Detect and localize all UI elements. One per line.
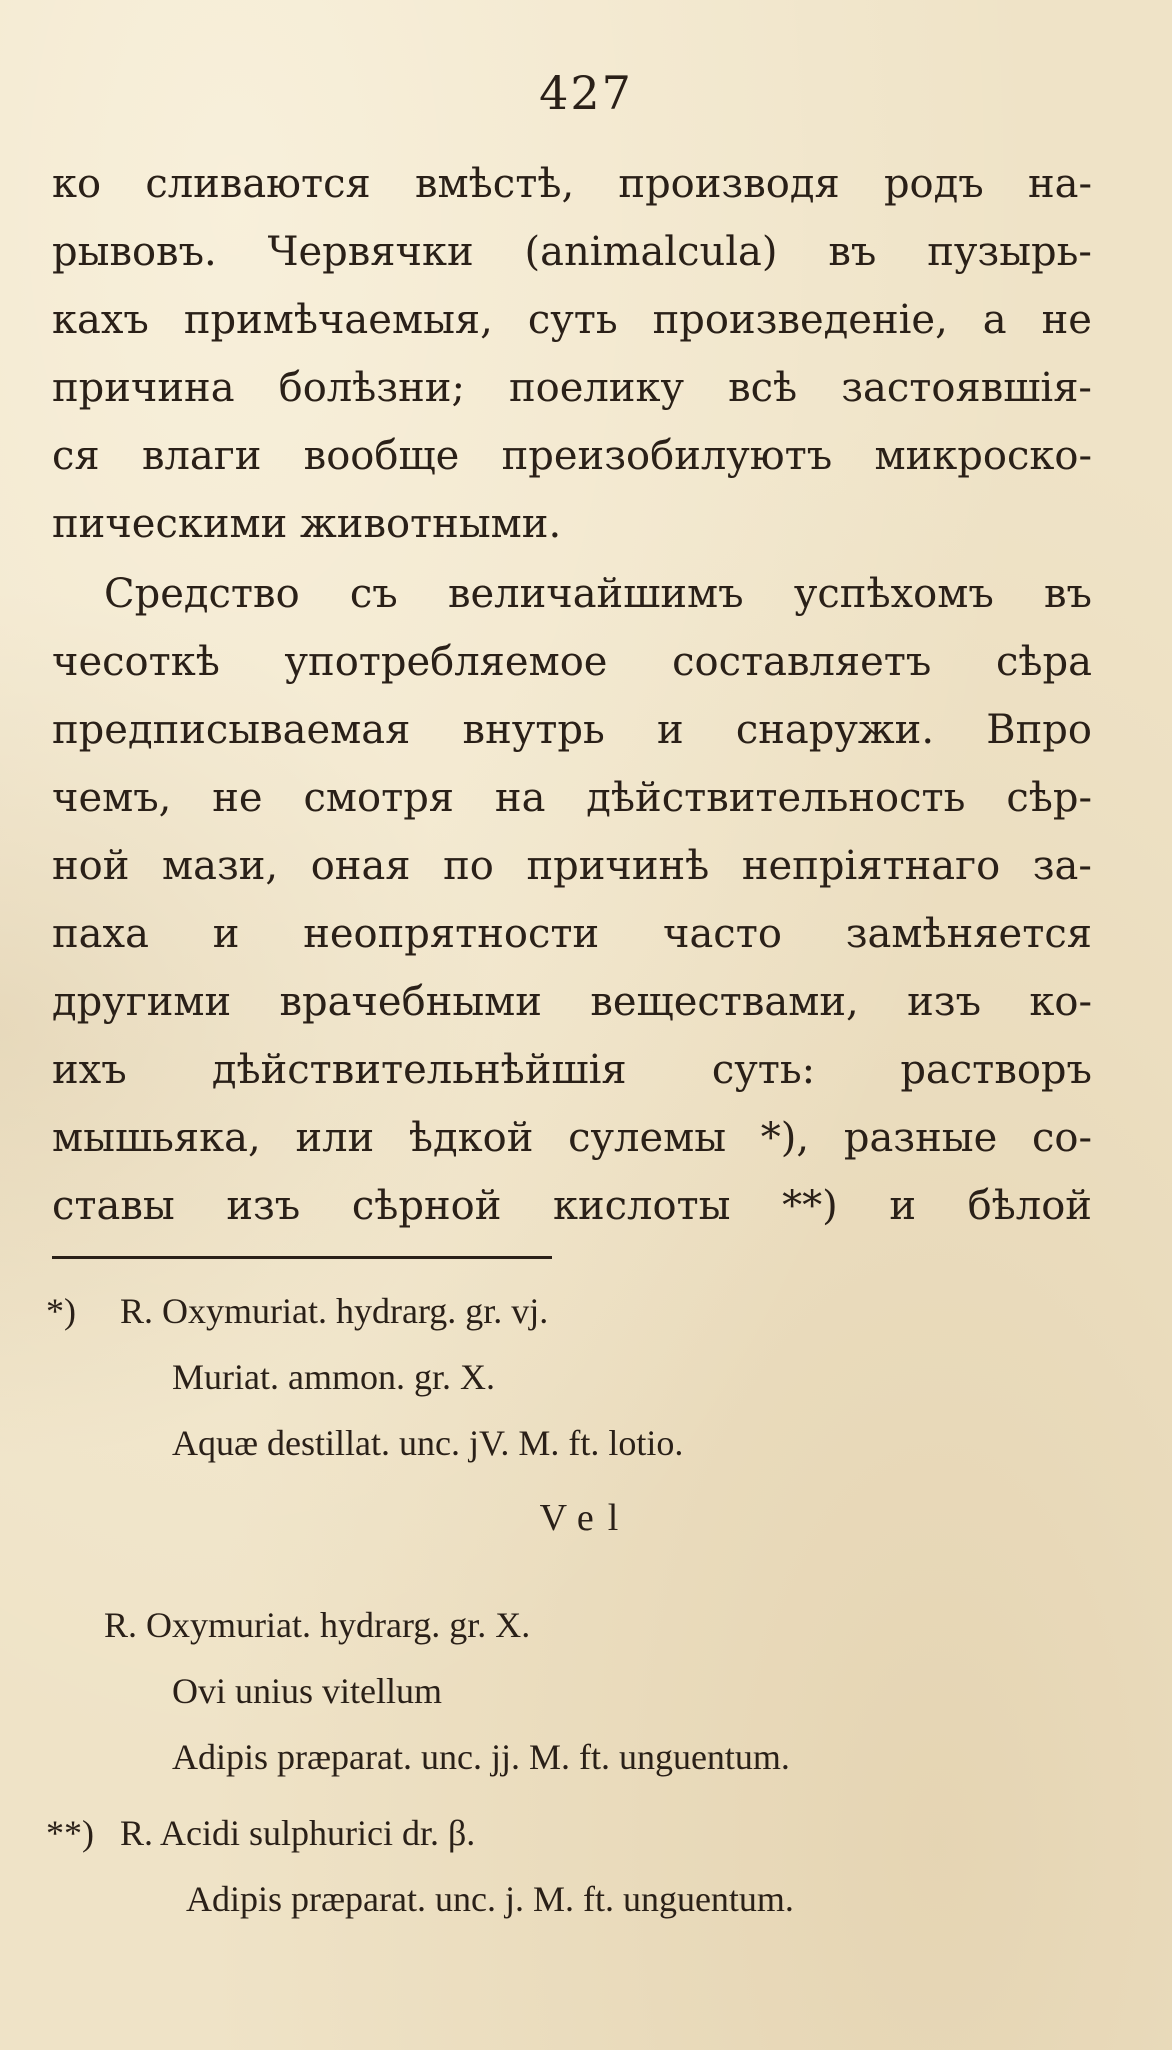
word: смотря (303, 775, 455, 821)
word: сливаются (145, 161, 371, 207)
word: бѣлой (967, 1183, 1092, 1229)
word: со- (1032, 1115, 1092, 1161)
text-line: пическими животными. (52, 501, 562, 547)
word: изъ (907, 979, 982, 1025)
word: дѣйствительность (586, 775, 966, 821)
word: кахъ (52, 297, 149, 343)
word: рывовъ. (52, 229, 217, 275)
word: ѣдкой (408, 1115, 534, 1161)
word: чемъ, (52, 775, 172, 821)
word: кислоты (552, 1183, 731, 1229)
word: за- (1032, 843, 1092, 889)
footnote-2-line-1 (46, 1800, 475, 1866)
word: ихъ (52, 1047, 127, 1093)
word: на (494, 775, 546, 821)
word: вообще (303, 433, 460, 479)
footnote-1-line-1 (46, 1278, 548, 1344)
word: веществами, (590, 979, 859, 1025)
word: въ (828, 229, 877, 275)
word: и (656, 707, 684, 753)
word: и (212, 911, 240, 957)
text-line (52, 1172, 1092, 1240)
footnote-2-line-2: Adipis præparat. unc. j. M. ft. unguentum. (186, 1879, 794, 1919)
word: мышьяка, (52, 1115, 261, 1161)
word: непріятнаго (741, 843, 1001, 889)
word: произведеніе, (652, 297, 948, 343)
word: причина (52, 365, 235, 411)
text-line (52, 1104, 1092, 1172)
word: дѣйствительнѣйшія (211, 1047, 627, 1093)
word: **) (782, 1183, 838, 1229)
word: ко- (1029, 979, 1092, 1025)
footnote-mark: **) (46, 1813, 94, 1853)
word: влаги (141, 433, 262, 479)
word: изъ (226, 1183, 301, 1229)
word: неопрятности (303, 911, 600, 957)
word: часто (663, 911, 782, 957)
text-line (52, 696, 1092, 764)
word: замѣняется (845, 911, 1092, 957)
text-line (52, 1036, 1092, 1104)
footnote-text: R. Acidi sulphurici dr. β. (120, 1813, 476, 1853)
word: успѣхомъ (793, 571, 994, 617)
footnote-mark: *) (46, 1291, 76, 1331)
word: внутрь (462, 707, 605, 753)
text-line (52, 900, 1092, 968)
word: съ (349, 571, 398, 617)
word: примѣчаемыя, (183, 297, 493, 343)
word: вмѣстѣ, (415, 161, 575, 207)
word: употребляемое (284, 639, 608, 685)
word: а (982, 297, 1007, 343)
text-line (52, 968, 1092, 1036)
page-number: 427 (539, 66, 633, 120)
word: суть (527, 297, 618, 343)
word: предписываемая (52, 707, 411, 753)
word: *), (760, 1115, 810, 1161)
word: не (1041, 297, 1092, 343)
text-line (52, 150, 1092, 218)
word: причинѣ (526, 843, 710, 889)
text-line (52, 628, 1092, 696)
word: ной (52, 843, 130, 889)
word: въ (1044, 571, 1092, 617)
word: ко (52, 161, 102, 207)
word: снаружи. (735, 707, 935, 753)
word: ставы (52, 1183, 175, 1229)
text-line (52, 218, 1092, 286)
text-line (52, 354, 1092, 422)
word: Впро (986, 707, 1092, 753)
word: сѣр- (1006, 775, 1092, 821)
word: преизобилуютъ (501, 433, 833, 479)
word: растворъ (900, 1047, 1092, 1093)
word: врачебными (279, 979, 542, 1025)
text-line (52, 560, 1092, 628)
text-line (52, 832, 1092, 900)
word: величайшимъ (447, 571, 744, 617)
word: сѣра (996, 639, 1092, 685)
word: чесоткѣ (52, 639, 220, 685)
word: Червячки (267, 229, 474, 275)
footnote-1b-line-3: Adipis præparat. unc. jj. M. ft. unguentum. (172, 1737, 790, 1777)
word: родъ (883, 161, 984, 207)
word: не (212, 775, 263, 821)
footnote-1b-line-1: R. Oxymuriat. hydrarg. gr. X. (104, 1605, 531, 1645)
text-line (52, 286, 1092, 354)
word: производя (618, 161, 840, 207)
word: оная (310, 843, 411, 889)
paragraph-treatment (52, 560, 1092, 1240)
word: сѣрной (351, 1183, 502, 1229)
word: болѣзни; (278, 365, 465, 411)
footnote-1-line-3: Aquæ destillat. unc. jV. M. ft. lotio. (172, 1423, 684, 1463)
word: застоявшія- (841, 365, 1092, 411)
word: (animalcula) (524, 229, 778, 275)
word: паха (52, 911, 149, 957)
footnote-text: R. Oxymuriat. hydrarg. gr. vj. (120, 1291, 549, 1331)
footnote-divider (52, 1256, 552, 1259)
word: всѣ (728, 365, 798, 411)
vel-heading: Vel (539, 1497, 633, 1539)
word: другими (52, 979, 232, 1025)
text-line (52, 422, 1092, 490)
paragraph-continuation (52, 150, 1092, 558)
word: и (889, 1183, 916, 1229)
word: поелику (508, 365, 685, 411)
word: микроско- (874, 433, 1092, 479)
word: пузырь- (927, 229, 1092, 275)
word: составляетъ (672, 639, 932, 685)
word: Средство (104, 571, 300, 617)
word: ся (52, 433, 100, 479)
footnote-1-line-2: Muriat. ammon. gr. X. (172, 1357, 495, 1397)
word: или (295, 1115, 375, 1161)
word: сулемы (568, 1115, 727, 1161)
text-line (52, 764, 1092, 832)
word: мази, (161, 843, 279, 889)
word: суть: (711, 1047, 816, 1093)
word: разные (843, 1115, 998, 1161)
word: по (443, 843, 494, 889)
footnote-1b-line-2: Ovi unius vitellum (172, 1671, 442, 1711)
word: на- (1027, 161, 1092, 207)
